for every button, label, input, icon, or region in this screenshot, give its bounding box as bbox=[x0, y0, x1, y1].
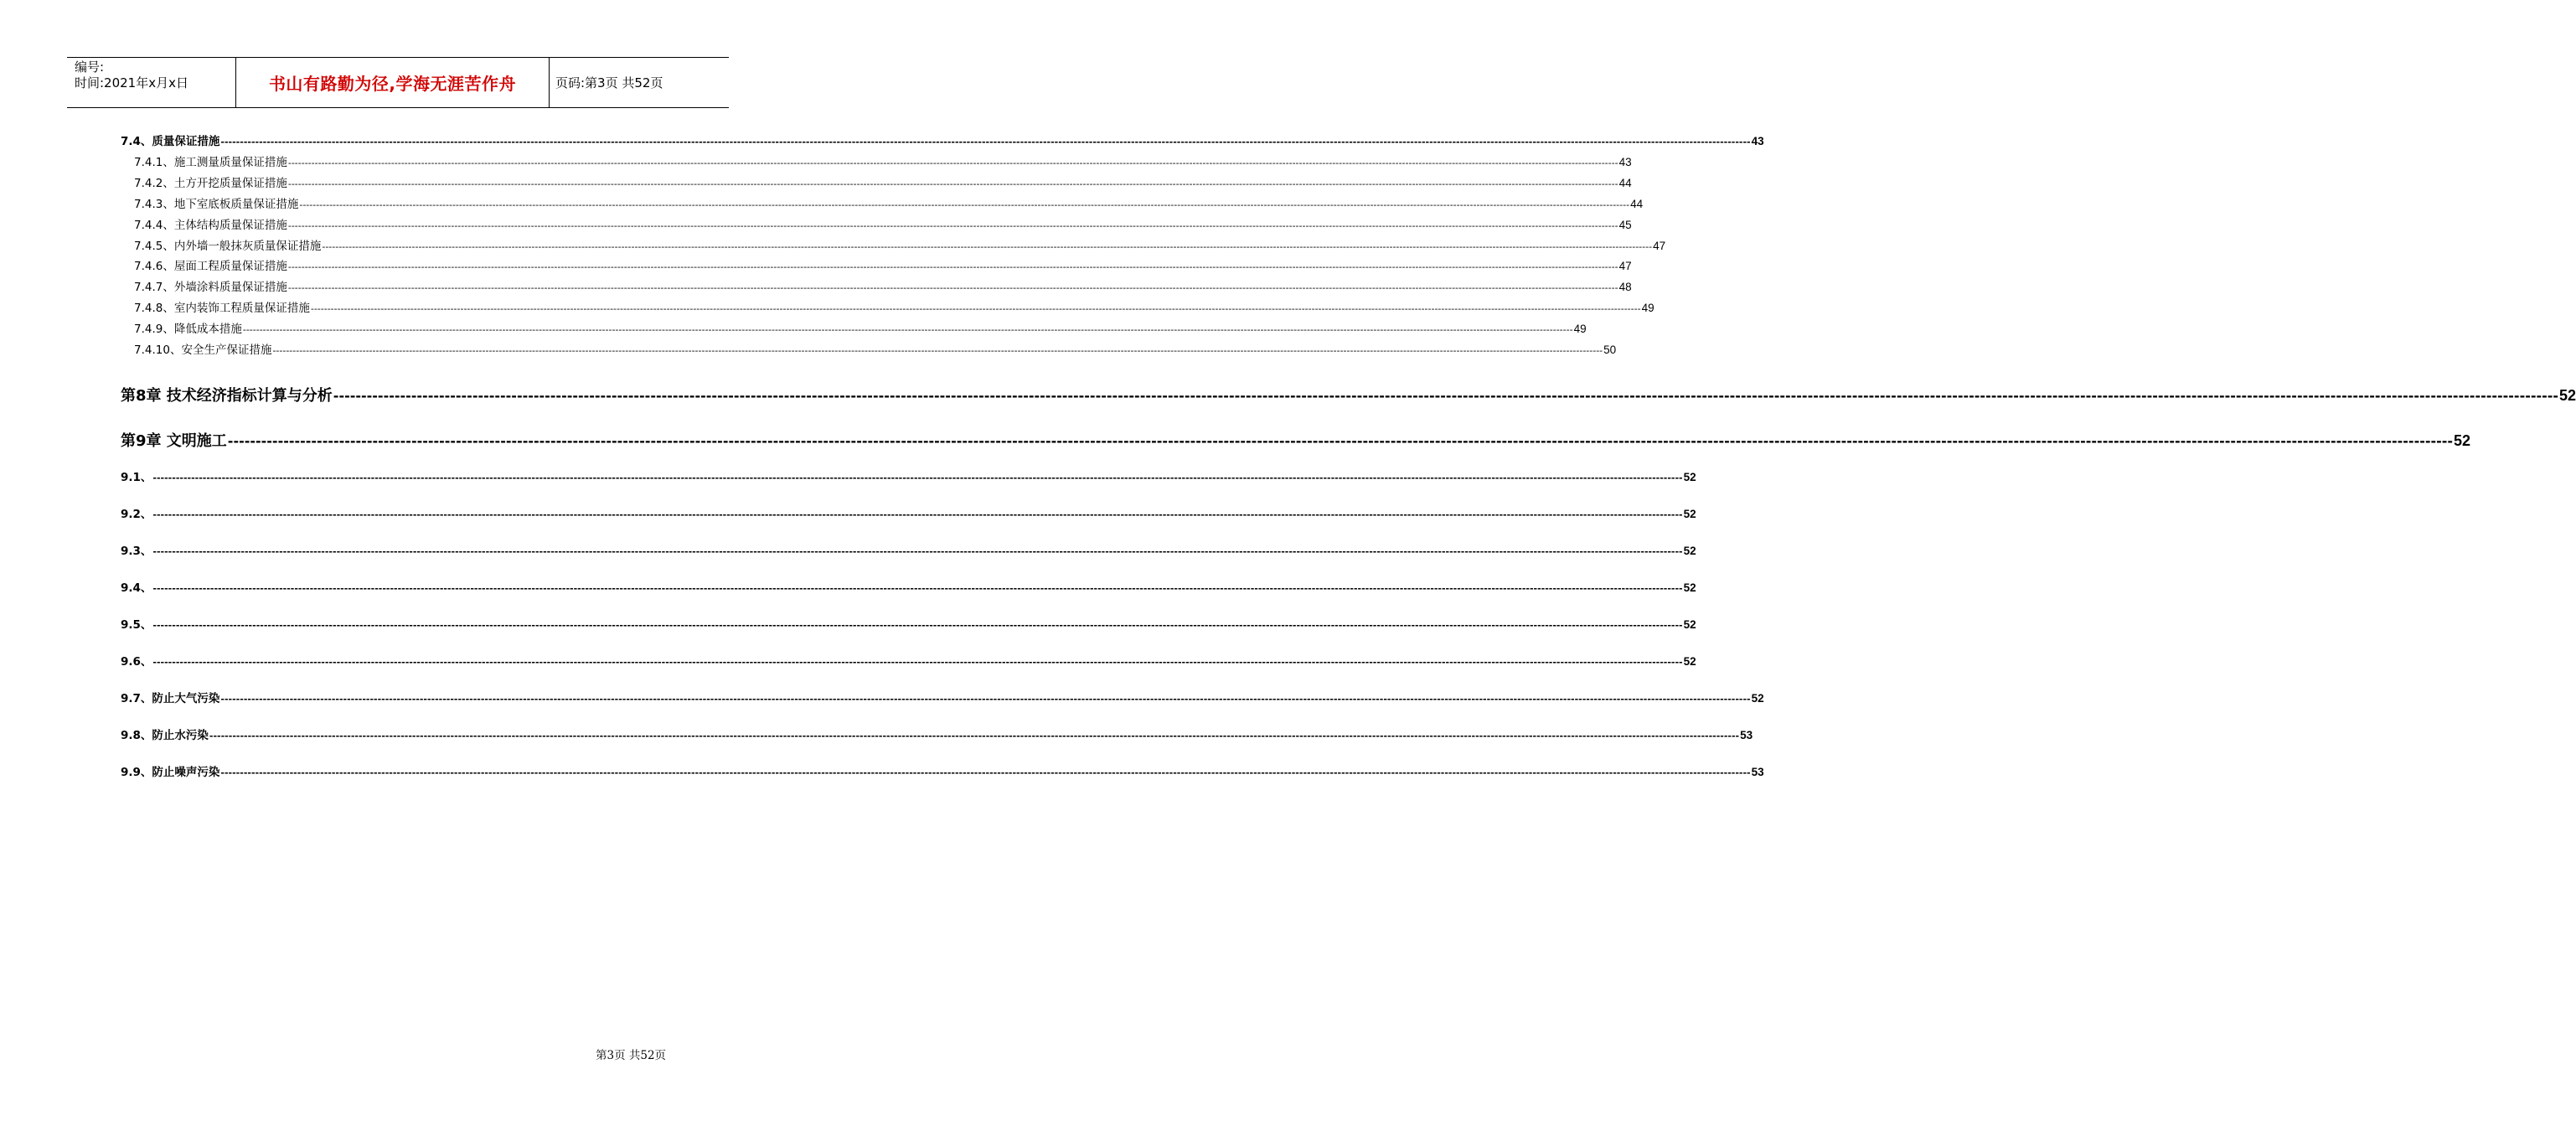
toc-entry[interactable] bbox=[121, 726, 1753, 742]
toc-entry-page: 53 bbox=[1740, 729, 1753, 741]
toc-entry-page: 48 bbox=[1618, 281, 1632, 293]
toc-entry-label: 9.1、 bbox=[121, 471, 152, 484]
toc-entry[interactable] bbox=[134, 319, 1587, 336]
toc-entry-page: 43 bbox=[1618, 156, 1632, 168]
toc-entry-page: 50 bbox=[1603, 343, 1617, 356]
toc-leader: ---------------------------------------------------------------------------------------------------------------------------------------------------------------------------------------------------------------------------------------------------------------------------------------------------------------------------------------------------------------------------------------------------------------- bbox=[287, 178, 1618, 189]
toc-entry-page: 52 bbox=[1683, 618, 1696, 631]
toc-entry[interactable] bbox=[134, 236, 1666, 253]
toc-entry-page: 52 bbox=[1683, 545, 1696, 557]
toc-entry-page: 49 bbox=[1573, 323, 1587, 335]
toc-entry[interactable] bbox=[121, 467, 1696, 484]
toc-leader: ---------------------------------------------------------------------------------------------------------------------------------------------------------------------------------------------------------------------------------------------------------------------------------------------------------------------------------------------------------------------------------------------------------------- bbox=[242, 324, 1573, 335]
toc-entry-page: 52 bbox=[1683, 581, 1696, 594]
toc-entry[interactable] bbox=[121, 615, 1696, 632]
toc-entry[interactable] bbox=[134, 298, 1655, 315]
toc-entry[interactable] bbox=[121, 762, 1764, 779]
toc-entry-label: 9.3、 bbox=[121, 545, 152, 558]
toc-entry[interactable] bbox=[134, 277, 1632, 294]
toc-entry-page: 43 bbox=[1751, 135, 1764, 147]
toc-leader: ---------------------------------------------------------------------------------------------------------------------------------------------------------------------------------------------------------------------------------------------------------------------------------------------------------------------------------------------------------------------------------------------------------------- bbox=[287, 282, 1618, 293]
toc-leader: ---------------------------------------------------------------------------------------------------------------------------------------------------------------------------------------------------------------------------------------------------------------------------------------------------------------------------------------------------------------------------------------------------------------- bbox=[152, 546, 1683, 557]
toc-entry-page: 52 bbox=[1751, 692, 1764, 705]
toc-leader: ---------------------------------------------------------------------------------------------------------------------------------------------------------------------------------------------------------------------------------------------------------------------------------------------------------------------------------------------------------------------------------------------------------------- bbox=[152, 473, 1683, 483]
toc-entry[interactable] bbox=[134, 194, 1644, 211]
toc-leader: ---------------------------------------------------------------------------------------------------------------------------------------------------------------------------------------------------------------------------------------------------------------------------------------------------------------------------------------------------------------------------------------------------------------- bbox=[152, 657, 1683, 668]
toc-entry-label: 9.8、防止水污染 bbox=[121, 729, 209, 742]
toc-entry-label: 7.4.3、地下室底板质量保证措施 bbox=[134, 198, 299, 211]
toc-leader: ---------------------------------------------------------------------------------------------------------------------------------------------------------------------------------------------------------------------------------------------------------------------------------------------------------------------------------------------------------------------------------------------------------------- bbox=[287, 158, 1618, 168]
toc-entry-page: 52 bbox=[1683, 508, 1696, 520]
header-number-label: 编号: bbox=[75, 59, 105, 75]
toc-entry-page: 47 bbox=[1618, 260, 1632, 272]
toc-entry[interactable] bbox=[121, 578, 1696, 595]
toc-entry-label: 9.7、防止大气污染 bbox=[121, 692, 220, 705]
toc-entry-label: 7.4.6、屋面工程质量保证措施 bbox=[134, 260, 287, 273]
toc-chapter-entry[interactable] bbox=[121, 384, 2576, 405]
toc-entry[interactable] bbox=[134, 173, 1632, 190]
toc-entry-label: 9.5、 bbox=[121, 618, 152, 632]
toc-entry-label: 第9章 文明施工 bbox=[121, 432, 227, 450]
header-time-label: 时间:2021年x月x日 bbox=[75, 75, 188, 90]
toc-entry-page: 53 bbox=[1751, 766, 1764, 778]
page-header bbox=[67, 57, 729, 108]
toc-leader: ---------------------------------------------------------------------------------------------------------------------------------------------------------------------------------------------------------------------------------------------------------------------------------------------------------------------------------------------------------------------------------------------------------------- bbox=[299, 199, 1630, 210]
toc-entry-page: 49 bbox=[1641, 302, 1655, 314]
toc-leader: ---------------------------------------------------------------------------------------------------------------------------------------------------------------------------------------------------------------------------------------------------------------------------------------------------------------------------------------------------------------------------------------------------------------- bbox=[310, 303, 1641, 314]
toc-entry-label: 7.4.5、内外墙一般抹灰质量保证措施 bbox=[134, 240, 322, 253]
toc-entry-label: 7.4、质量保证措施 bbox=[121, 135, 220, 148]
toc-entry[interactable] bbox=[121, 132, 1764, 148]
toc-leader: ---------------------------------------------------------------------------------------------------------------------------------------------------------------------------------------------------------------------------------------------------------------------------------------------------------------------------------------------------------------------------------------------------------------- bbox=[220, 694, 1751, 705]
toc-chapter-entry[interactable] bbox=[121, 429, 2471, 451]
toc-entry-label: 7.4.7、外墙涂料质量保证措施 bbox=[134, 281, 287, 294]
toc-entry-page: 44 bbox=[1630, 198, 1644, 210]
toc-entry-page: 52 bbox=[2559, 387, 2576, 404]
toc-entry[interactable] bbox=[134, 152, 1632, 169]
toc-entry-label: 7.4.2、土方开挖质量保证措施 bbox=[134, 177, 287, 190]
toc-entry-label: 9.9、防止噪声污染 bbox=[121, 766, 220, 779]
toc-entry[interactable] bbox=[121, 504, 1696, 521]
toc-leader: ---------------------------------------------------------------------------------------------------------------------------------------------------------------------------------------------------------------------------------------------------------------------------------------------------------------------------------------------------------------------------------------------------------------- bbox=[152, 509, 1683, 520]
toc-entry-label: 7.4.9、降低成本措施 bbox=[134, 323, 242, 336]
toc-leader: ---------------------------------------------------------------------------------------------------------------------------------------------------------------------------------------------------------------------------------------------------------------------------------------------------------------------------------------------------------------------------------------------------------------- bbox=[322, 241, 1653, 252]
toc-leader: ---------------------------------------------------------------------------------------------------------------------------------------------------------------------------------------------------------------------------------------------------------------------------------------------------------------------------------------------------------------------------------------------------------------- bbox=[227, 433, 2454, 449]
toc-entry-label: 7.4.8、室内装饰工程质量保证措施 bbox=[134, 302, 310, 315]
header-motto: 书山有路勤为径,学海无涯苦作舟 bbox=[268, 74, 517, 94]
header-meta bbox=[75, 59, 188, 91]
toc-leader: ---------------------------------------------------------------------------------------------------------------------------------------------------------------------------------------------------------------------------------------------------------------------------------------------------------------------------------------------------------------------------------------------------------------- bbox=[272, 345, 1603, 356]
toc-leader: ---------------------------------------------------------------------------------------------------------------------------------------------------------------------------------------------------------------------------------------------------------------------------------------------------------------------------------------------------------------------------------------------------------------- bbox=[220, 767, 1751, 778]
header-page-info: 页码:第3页 共52页 bbox=[555, 75, 663, 90]
toc-leader: ---------------------------------------------------------------------------------------------------------------------------------------------------------------------------------------------------------------------------------------------------------------------------------------------------------------------------------------------------------------------------------------------------------------- bbox=[220, 137, 1751, 147]
toc-entry-label: 9.2、 bbox=[121, 508, 152, 521]
toc-entry-label: 7.4.1、施工测量质量保证措施 bbox=[134, 156, 287, 169]
toc-leader: ---------------------------------------------------------------------------------------------------------------------------------------------------------------------------------------------------------------------------------------------------------------------------------------------------------------------------------------------------------------------------------------------------------------- bbox=[209, 731, 1740, 741]
toc-entry-label: 第8章 技术经济指标计算与分析 bbox=[121, 387, 333, 405]
page-footer: 第3页 共52页 bbox=[596, 1049, 667, 1062]
toc-entry[interactable] bbox=[121, 652, 1696, 669]
toc-entry-page: 52 bbox=[2454, 432, 2471, 449]
toc-entry[interactable] bbox=[134, 340, 1617, 357]
toc-entry-label: 7.4.4、主体结构质量保证措施 bbox=[134, 219, 287, 232]
toc-entry-label: 7.4.10、安全生产保证措施 bbox=[134, 343, 272, 357]
toc-entry-page: 52 bbox=[1683, 471, 1696, 483]
toc-entry-page: 44 bbox=[1618, 177, 1632, 189]
toc-entry-label: 9.6、 bbox=[121, 655, 152, 669]
toc-leader: ---------------------------------------------------------------------------------------------------------------------------------------------------------------------------------------------------------------------------------------------------------------------------------------------------------------------------------------------------------------------------------------------------------------- bbox=[152, 620, 1683, 631]
toc-leader: ---------------------------------------------------------------------------------------------------------------------------------------------------------------------------------------------------------------------------------------------------------------------------------------------------------------------------------------------------------------------------------------------------------------- bbox=[152, 583, 1683, 594]
toc-entry-page: 45 bbox=[1618, 219, 1632, 231]
toc-leader: ---------------------------------------------------------------------------------------------------------------------------------------------------------------------------------------------------------------------------------------------------------------------------------------------------------------------------------------------------------------------------------------------------------------- bbox=[287, 261, 1618, 272]
toc-entry[interactable] bbox=[134, 256, 1632, 273]
toc-entry-page: 47 bbox=[1653, 240, 1666, 252]
toc-entry-page: 52 bbox=[1683, 655, 1696, 668]
toc-leader: ---------------------------------------------------------------------------------------------------------------------------------------------------------------------------------------------------------------------------------------------------------------------------------------------------------------------------------------------------------------------------------------------------------------- bbox=[333, 388, 2559, 404]
toc-entry[interactable] bbox=[121, 541, 1696, 558]
toc-entry-label: 9.4、 bbox=[121, 581, 152, 595]
toc-entry[interactable] bbox=[134, 215, 1632, 232]
header-divider bbox=[549, 58, 550, 107]
toc-leader: ---------------------------------------------------------------------------------------------------------------------------------------------------------------------------------------------------------------------------------------------------------------------------------------------------------------------------------------------------------------------------------------------------------------- bbox=[287, 220, 1618, 231]
toc-entry[interactable] bbox=[121, 689, 1764, 705]
